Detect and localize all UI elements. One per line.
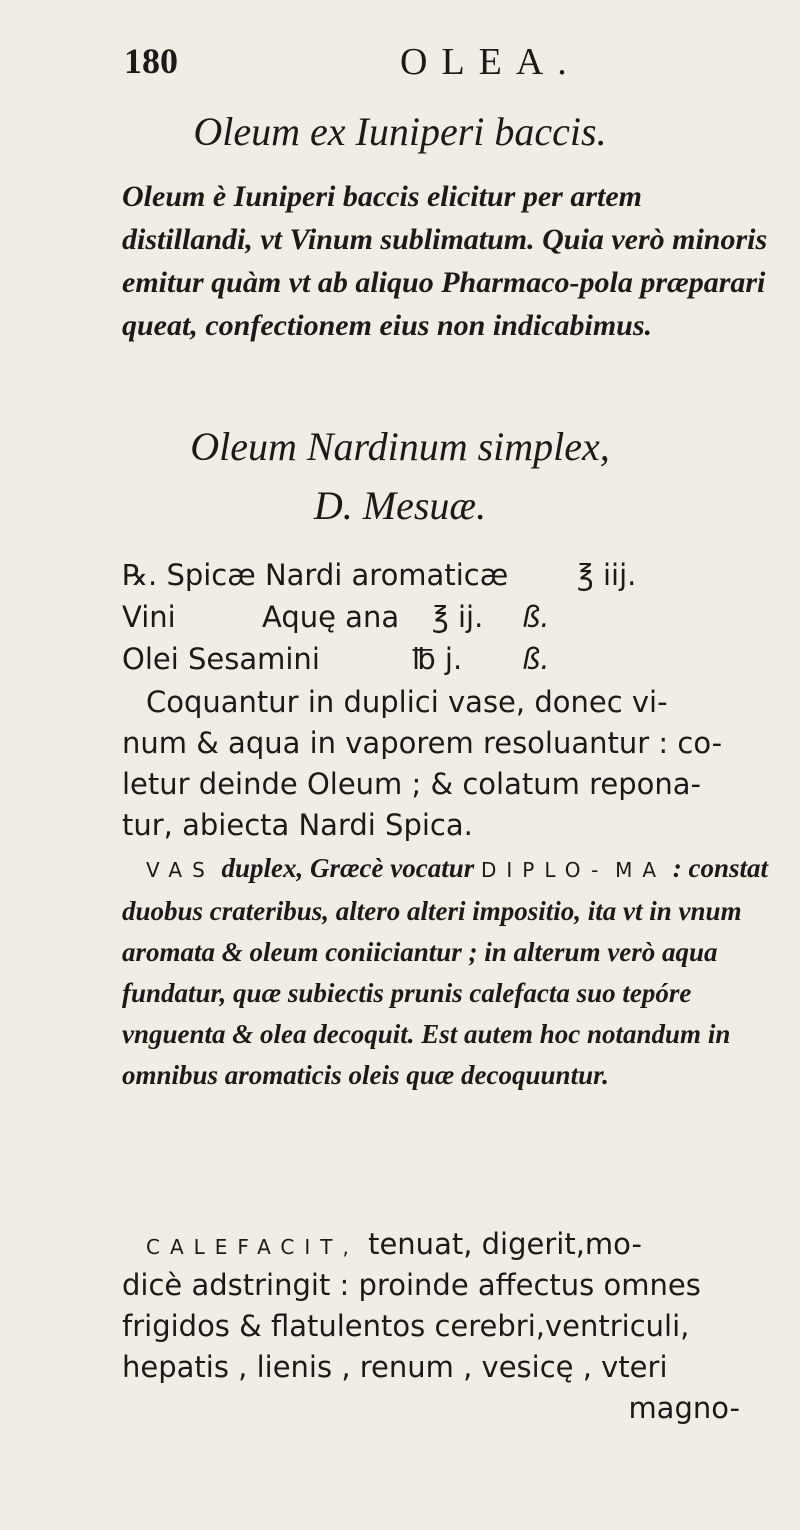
body-line-1: Coquantur in duplici vase, donec vi-	[146, 685, 668, 719]
calefacit-text-1: tenuat, digerit,mo-	[368, 1227, 642, 1261]
catchword: magno-	[628, 1391, 740, 1425]
recipe-qty-2: ℥ ij.	[432, 600, 484, 634]
recipe-line-2	[122, 595, 782, 639]
diploma-b: MA	[615, 858, 666, 882]
body-line-2: num & aqua in vaporem resoluantur : co-	[122, 726, 723, 760]
section-title-nardinum: Oleum Nardinum simplex,	[190, 424, 610, 469]
vas-text-2: : constat duobus crateribus, altero alteri impositio, ita vt in vnum aromata & oleum coniiciantur ; in alterum verò aqua fundatur, quæ subiectis prunis calefacta suo tepóre vnguenta & olea decoquit. Est autem hoc notandum in omnibus aromaticis oleis quæ decoquuntur.	[122, 853, 769, 1090]
juniper-paragraph: Oleum è Iuniperi baccis elicitur per artem distillandi, vt Vinum sublimatum. Quia verò minoris emitur quàm vt ab aliquo Pharmaco-pola præparari queat, confectionem eius non indicabimus.	[122, 180, 768, 342]
recipe-qty-1: ℥ iij.	[577, 558, 637, 592]
diploma-a: DIPLO-	[481, 858, 609, 882]
recipe-qty-3: ℔ j.	[412, 642, 463, 676]
calefacit-lead: CALEFACIT,	[146, 1235, 359, 1259]
section-subtitle-mesue: D. Mesuæ.	[313, 483, 487, 528]
calefacit-line-3: frigidos & flatulentos cerebri,ventriculi,	[122, 1309, 690, 1343]
recipe-ingredient-3: Olei Sesamini	[122, 642, 320, 676]
recipe-mid-2: Aquę ana	[262, 600, 400, 634]
body-line-4: tur, abiecta Nardi Spica.	[122, 808, 473, 842]
recipe-line-1	[122, 553, 782, 597]
calefacit-line-1	[122, 1222, 800, 1269]
page-header	[0, 40, 800, 90]
calefacit-line-4: hepatis , lienis , renum , vesicę , vteri	[122, 1350, 668, 1384]
vas-text-1: duplex, Græcè vocatur	[221, 853, 475, 883]
page-number: 180	[124, 41, 178, 81]
recipe-ingredient-2: Vini	[122, 600, 176, 634]
recipe-ingredient-1: Spicæ Nardi aromaticæ	[166, 558, 509, 592]
vas-lead: VAS	[146, 858, 215, 882]
recipe-extra-2: ß.	[522, 600, 550, 634]
body-line-3: letur deinde Oleum ; & colatum repona-	[122, 767, 701, 801]
vas-paragraph	[122, 848, 772, 1096]
recipe-extra-3: ß.	[522, 642, 550, 676]
calefacit-line-2: dicè adstringit : proinde affectus omnes	[122, 1268, 701, 1302]
recipe-symbol: ℞.	[122, 558, 158, 592]
recipe-line-3	[122, 637, 782, 681]
running-head: OLEA.	[400, 41, 581, 83]
section-title-juniper: Oleum ex Iuniperi baccis.	[193, 109, 607, 154]
